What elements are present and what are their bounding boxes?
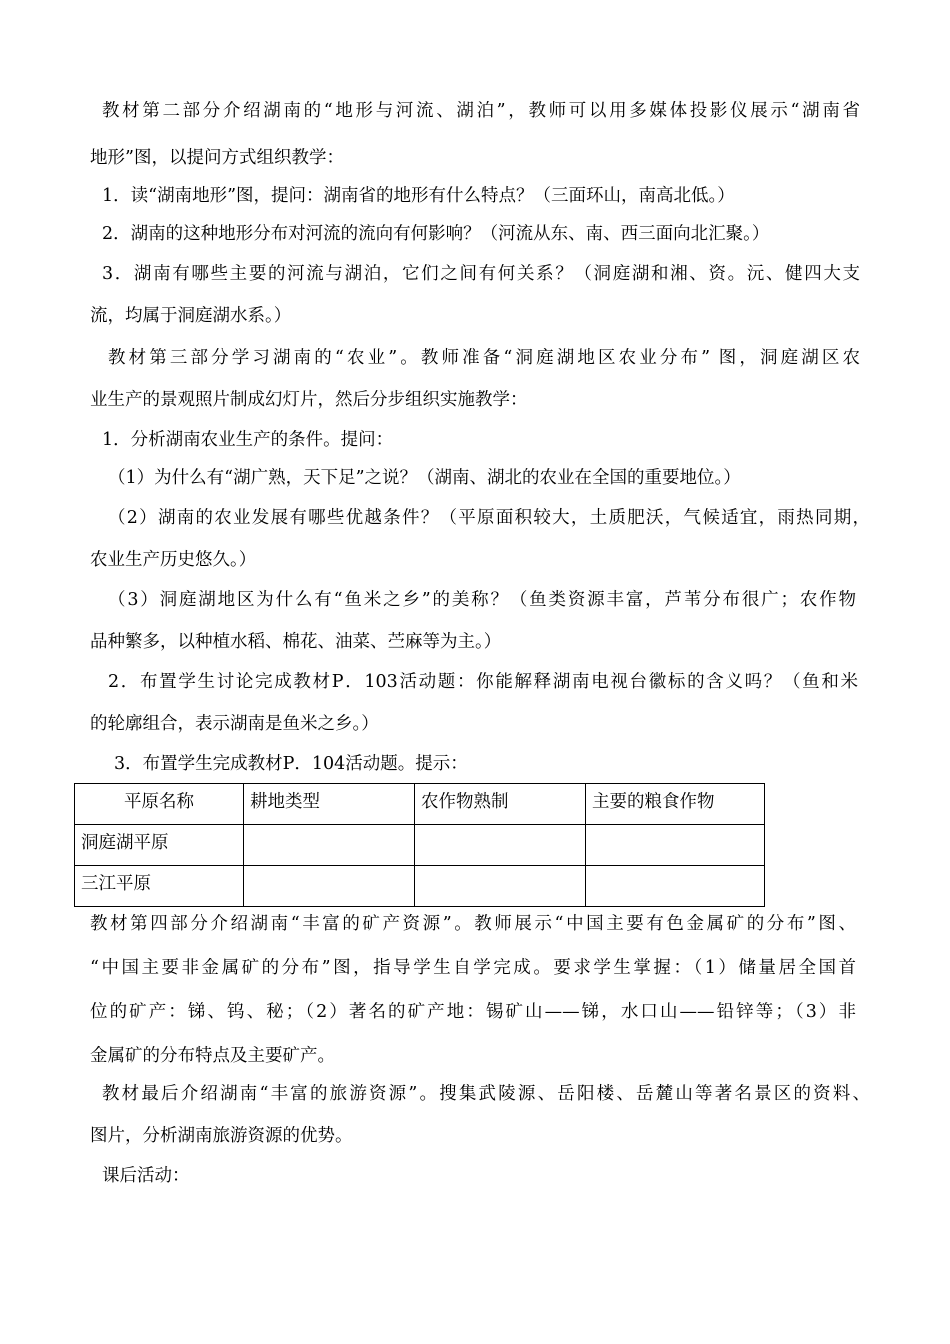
question-item: 3．布置学生完成教材P．104活动题。提示： — [114, 754, 468, 774]
paragraph-text: 位的矿产：锑、钨、秘；（2）著名的矿产地：锡矿山——锑，水口山——铅锌等；（3）非 — [90, 1002, 856, 1022]
question-item: （2）湖南的农业发展有哪些优越条件？（平原面积较大，土质肥沃，气候适宜，雨热同期， — [108, 508, 870, 528]
table-cell — [415, 866, 586, 907]
question-item: 的轮廓组合，表示湖南是鱼米之乡。） — [90, 714, 379, 734]
paragraph-text: 教材第三部分学习湖南的“农业”。教师准备“洞庭湖地区农业分布” 图，洞庭湖区农 — [108, 348, 860, 368]
plains-table — [74, 783, 765, 907]
question-item: 品种繁多，以种植水稻、棉花、油菜、苎麻等为主。） — [90, 632, 502, 652]
paragraph-text: 教材第四部分介绍湖南“丰富的矿产资源”。教师展示“中国主要有色金属矿的分布”图、 — [90, 914, 856, 934]
question-item: （3）洞庭湖地区为什么有“鱼米之乡”的美称？（鱼类资源丰富，芦苇分布很广；农作物 — [108, 590, 856, 610]
paragraph-text: 业生产的景观照片制成幻灯片，然后分步组织实施教学： — [90, 390, 528, 410]
table-cell — [244, 866, 415, 907]
section-heading: 课后活动： — [102, 1166, 190, 1186]
question-item: 1．读“湖南地形”图，提问：湖南省的地形有什么特点？（三面环山，南高北低。） — [102, 186, 735, 206]
table-cell — [586, 825, 765, 866]
table-header-cell: 主要的粮食作物 — [586, 784, 765, 825]
table-cell: 洞庭湖平原 — [75, 825, 244, 866]
question-item: 流，均属于洞庭湖水系。） — [90, 306, 292, 326]
paragraph-text: “中国主要非金属矿的分布”图，指导学生自学完成。要求学生掌握：（1）储量居全国首 — [90, 958, 856, 978]
paragraph-text: 图片，分析湖南旅游资源的优势。 — [90, 1126, 353, 1146]
table-row — [75, 866, 765, 907]
table-cell — [415, 825, 586, 866]
paragraph-text: 金属矿的分布特点及主要矿产。 — [90, 1046, 335, 1066]
question-item: 2．布置学生讨论完成教材P．103活动题：你能解释湖南电视台徽标的含义吗？（鱼和米 — [108, 672, 858, 692]
question-item: 农业生产历史悠久。） — [90, 550, 257, 570]
table-cell — [586, 866, 765, 907]
table-row — [75, 825, 765, 866]
question-item: 1．分析湖南农业生产的条件。提问： — [102, 430, 394, 450]
table-header-cell: 平原名称 — [75, 784, 244, 825]
table-header-cell: 农作物熟制 — [415, 784, 586, 825]
paragraph-text: 教材最后介绍湖南“丰富的旅游资源”。搜集武陵源、岳阳楼、岳麓山等著名景区的资料、 — [102, 1084, 870, 1104]
table-cell — [244, 825, 415, 866]
table-header-cell: 耕地类型 — [244, 784, 415, 825]
table-header-row — [75, 784, 765, 825]
question-item: 2．湖南的这种地形分布对河流的流向有何影响？（河流从东、南、西三面向北汇聚。） — [102, 224, 770, 244]
question-item: 3．湖南有哪些主要的河流与湖泊，它们之间有何关系？（洞庭湖和湘、资。沅、健四大支 — [102, 264, 860, 284]
table-cell: 三江平原 — [75, 866, 244, 907]
question-item: （1）为什么有“湖广熟，天下足”之说？（湖南、湖北的农业在全国的重要地位。） — [108, 468, 741, 488]
paragraph-text: 地形”图，以提问方式组织教学： — [90, 148, 344, 168]
paragraph-text: 教材第二部分介绍湖南的“地形与河流、湖泊”，教师可以用多媒体投影仪展示“湖南省 — [102, 101, 860, 121]
